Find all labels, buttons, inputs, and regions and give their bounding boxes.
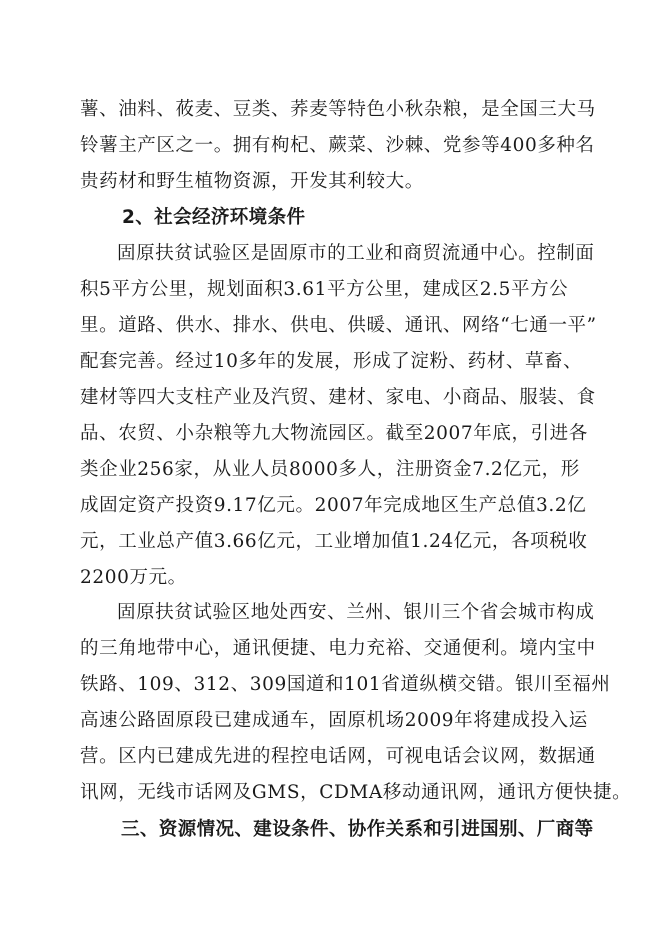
- paragraph-2-line-5: 建材等四大支柱产业及汽贸、建材、家电、小商品、服装、食: [80, 387, 596, 408]
- paragraph-3-line-4: 高速公路固原段已建成通车，固原机场2009年将建成投入运: [80, 710, 588, 731]
- paragraph-2-line-4: 配套完善。经过10多年的发展，形成了淀粉、药材、草畜、: [80, 351, 583, 372]
- paragraph-2-line-10: 2200万元。: [80, 567, 187, 588]
- section-heading-resources: 三、资源情况、建设条件、协作关系和引进国别、厂商等: [121, 819, 594, 840]
- paragraph-3-line-2: 的三角地带中心，通讯便捷、电力充裕、交通便利。境内宝中: [80, 638, 596, 659]
- paragraph-2-line-1: 固原扶贫试验区是固原市的工业和商贸流通中心。控制面: [117, 243, 595, 264]
- paragraph-2-line-8: 成固定资产投资9.17亿元。2007年完成地区生产总值3.2亿: [80, 495, 587, 516]
- section-heading-social-economic: 2、社会经济环境条件: [122, 207, 306, 228]
- paragraph-3-line-1: 固原扶贫试验区地处西安、兰州、银川三个省会城市构成: [117, 602, 595, 623]
- paragraph-2-line-9: 元，工业总产值3.66亿元，工业增加值1.24亿元，各项税收: [80, 531, 588, 552]
- paragraph-1-line-3: 贵药材和野生植物资源，开发其利较大。: [80, 171, 424, 192]
- paragraph-3-line-5: 营。区内已建成先进的程控电话网，可视电话会议网，数据通: [80, 746, 596, 767]
- paragraph-2-line-2: 积5平方公里，规划面积3.61平方公里，建成区2.5平方公: [80, 279, 569, 300]
- paragraph-1-line-1: 薯、油料、莜麦、豆类、荞麦等特色小秋杂粮，是全国三大马: [80, 99, 596, 120]
- paragraph-3-line-6: 讯网，无线市话网及GMS，CDMA移动通讯网，通讯方便快捷。: [80, 782, 632, 803]
- paragraph-2-line-3: 里。道路、供水、排水、供电、供暖、通讯、网络“七通一平”: [80, 315, 597, 336]
- paragraph-2-line-7: 类企业256家，从业人员8000多人，注册资金7.2亿元，形: [80, 459, 580, 480]
- paragraph-1-line-2: 铃薯主产区之一。拥有枸杞、蕨菜、沙棘、党参等400多种名: [80, 135, 595, 156]
- paragraph-2-line-6: 品、农贸、小杂粮等九大物流园区。截至2007年底，引进各: [80, 423, 588, 444]
- paragraph-3-line-3: 铁路、109、312、309国道和101省道纵横交错。银川至福州: [80, 674, 611, 695]
